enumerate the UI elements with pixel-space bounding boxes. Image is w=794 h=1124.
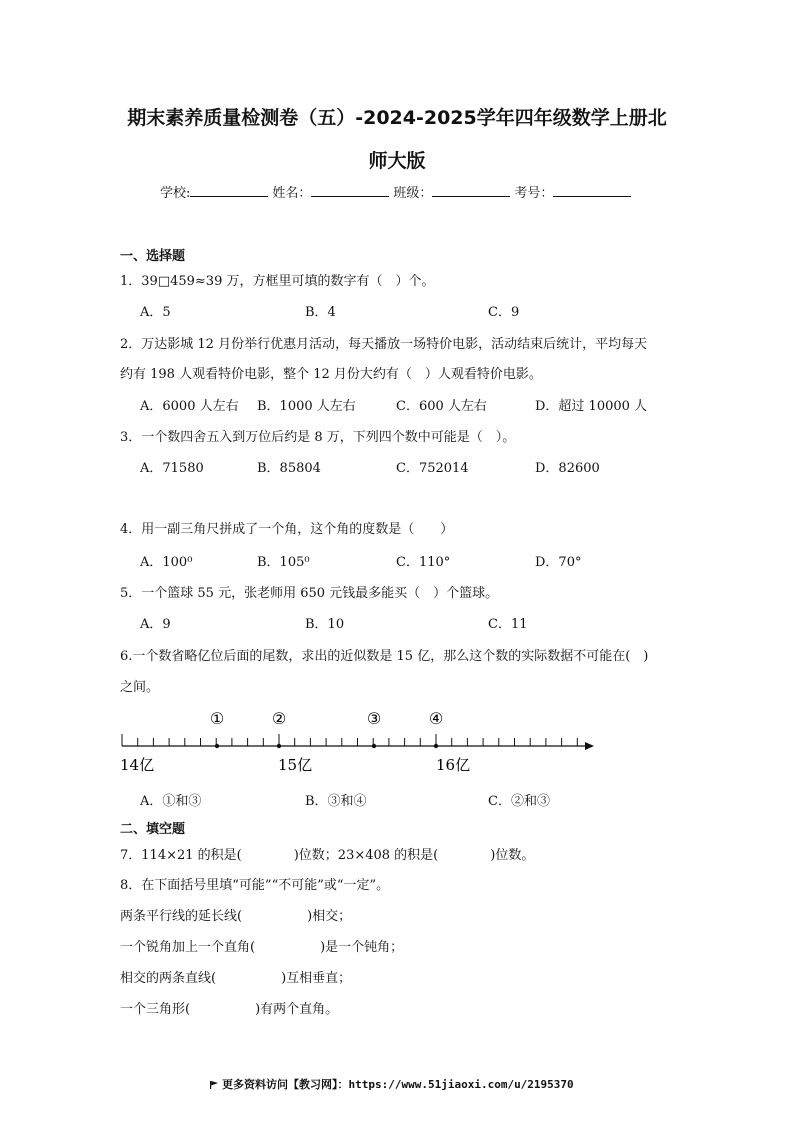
q1-option-c[interactable]: C．9: [488, 305, 520, 320]
exam-title: 期末素养质量检测卷（五）-2024-2025学年四年级数学上册北: [127, 107, 667, 129]
q2-option-a[interactable]: A．6000 人左右: [140, 399, 239, 414]
q2-option-b[interactable]: B．1000 人左右: [257, 399, 356, 414]
student-info: [160, 182, 640, 201]
question-6-line2: 之间。: [120, 680, 160, 695]
number-line-point-2: [277, 744, 281, 748]
label-15yi: 15亿: [278, 756, 313, 774]
label-14yi: 14亿: [120, 756, 155, 774]
marker-2: ②: [271, 709, 287, 728]
flag-icon: [210, 1081, 218, 1089]
q2-option-d[interactable]: D．超过 10000 人: [535, 399, 648, 414]
number-line-point-4: [434, 744, 438, 748]
marker-4: ④: [428, 709, 444, 728]
q8-line-3: 相交的两条直线( )互相垂直；: [120, 971, 352, 986]
q4-option-b[interactable]: B．105⁰: [257, 555, 310, 570]
name-blank[interactable]: [311, 182, 389, 197]
question-5: 5．一个篮球 55 元，张老师用 650 元钱最多能买（ ）个篮球。: [120, 586, 499, 601]
class-label: 班级：: [393, 186, 433, 201]
q8-line-4: 一个三角形( )有两个直角。: [120, 1002, 339, 1017]
marker-1: ①: [209, 709, 225, 728]
number-line-point-3: [372, 744, 376, 748]
q6-option-b[interactable]: B．③和④: [305, 794, 367, 809]
question-4: 4．用一副三角尺拼成了一个角，这个角的度数是（ ）: [120, 522, 454, 537]
q5-option-a[interactable]: A．9: [140, 617, 171, 632]
q3-option-d[interactable]: D．82600: [535, 461, 600, 476]
q2-option-c[interactable]: C．600 人左右: [396, 399, 487, 414]
section-heading-choice: 一、选择题: [120, 249, 186, 264]
exam-no-blank[interactable]: [553, 182, 631, 197]
name-label: 姓名：: [272, 186, 312, 201]
school-label: 学校:: [160, 186, 191, 201]
footer-link[interactable]: 更多资料访问【教习网】：https://www.51jiaoxi.com/u/2195370: [222, 1078, 574, 1091]
exam-no-label: 考号：: [514, 186, 554, 201]
number-line: [118, 700, 598, 780]
q6-option-a[interactable]: A．①和③: [140, 794, 202, 809]
question-2-line1: 2．万达影城 12 月份举行优惠月活动，每天播放一场特价电影，活动结束后统计，平均每天: [120, 337, 648, 352]
exam-title-line2: 师大版: [368, 150, 426, 172]
q8-line-1: 两条平行线的延长线( )相交；: [120, 909, 352, 924]
question-8: 8．在下面括号里填“可能”“不可能”或“一定”。: [120, 878, 390, 893]
q3-option-b[interactable]: B．85804: [257, 461, 321, 476]
footer: [210, 1076, 630, 1092]
q1-option-a[interactable]: A．5: [140, 305, 171, 320]
q3-option-a[interactable]: A．71580: [140, 461, 204, 476]
question-3: 3．一个数四舍五入到万位后约是 8 万，下列四个数中可能是（ ）。: [120, 430, 516, 445]
school-blank[interactable]: [190, 182, 268, 197]
marker-3: ③: [366, 709, 382, 728]
number-line-ticks: [122, 734, 577, 746]
q5-option-b[interactable]: B．10: [305, 617, 345, 632]
number-line-point-1: [215, 744, 219, 748]
q4-option-c[interactable]: C．110°: [396, 555, 451, 570]
q4-option-a[interactable]: A．100⁰: [140, 555, 193, 570]
question-6-line1: 6.一个数省略亿位后面的尾数，求出的近似数是 15 亿，那么这个数的实际数据不可能在( ): [120, 649, 649, 664]
q1-option-b[interactable]: B．4: [305, 305, 336, 320]
q5-option-c[interactable]: C．11: [488, 617, 528, 632]
question-7: 7．114×21 的积是( )位数；23×408 的积是( )位数。: [120, 848, 535, 863]
q8-line-2: 一个锐角加上一个直角( )是一个钝角；: [120, 940, 404, 955]
arrow-right-icon: [585, 742, 594, 750]
class-blank[interactable]: [432, 182, 510, 197]
q6-option-c[interactable]: C．②和③: [488, 794, 550, 809]
question-2-line2: 约有 198 人观看特价电影，整个 12 月份大约有（ ）人观看特价电影。: [120, 367, 542, 382]
q4-option-d[interactable]: D．70°: [535, 555, 582, 570]
q3-option-c[interactable]: C．752014: [396, 461, 469, 476]
label-16yi: 16亿: [436, 756, 471, 774]
section-heading-fill: 二、填空题: [120, 822, 186, 837]
question-1: 1．39□459≈39 万，方框里可填的数字有（ ）个。: [120, 274, 435, 289]
